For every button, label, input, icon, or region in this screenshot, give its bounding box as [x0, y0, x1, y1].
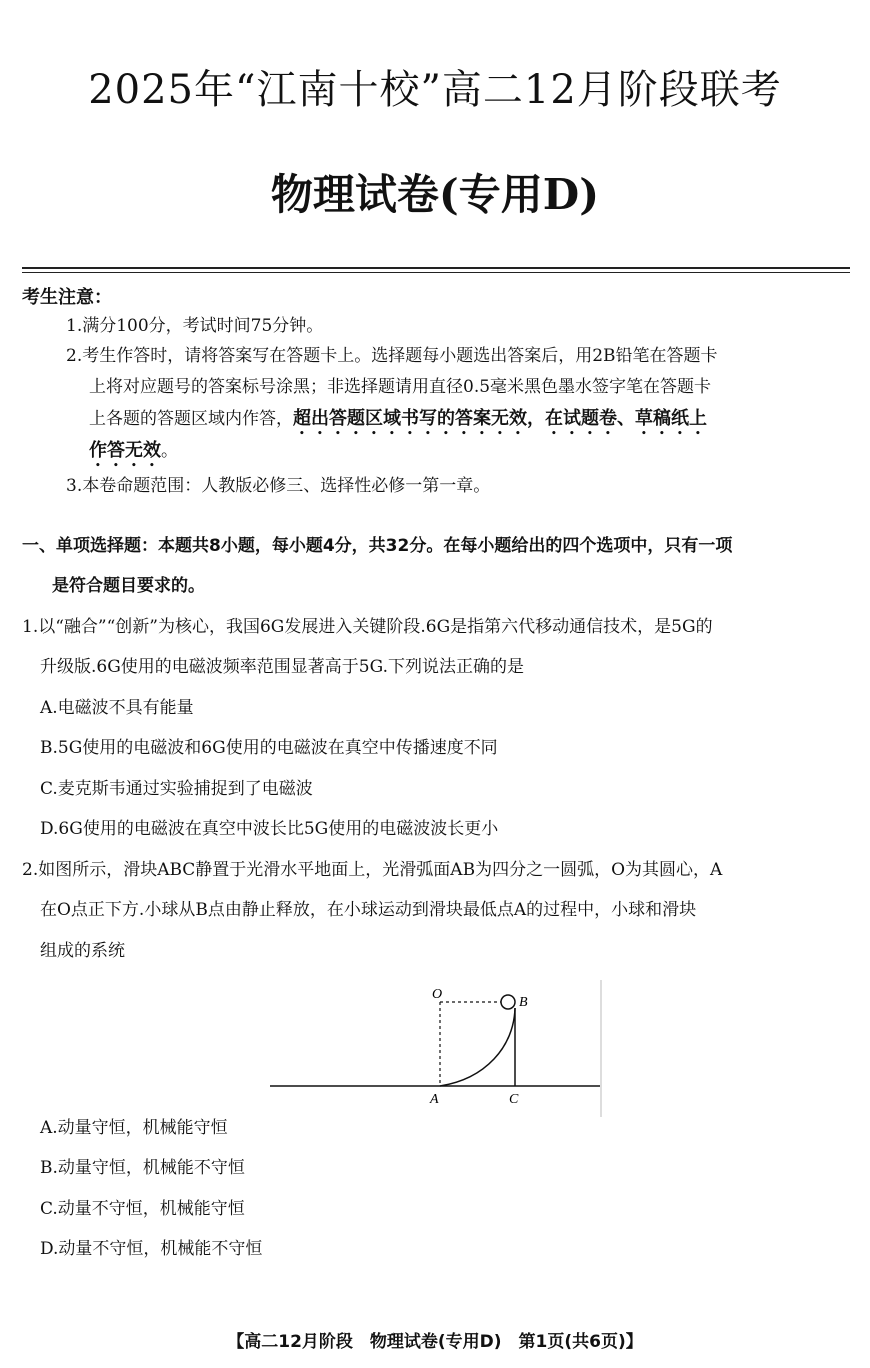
q1-stem-line-1: 1.以“融合”“创新”为核心，我国6G发展进入关键阶段.6G是指第六代移动通信技术，是5G的 [22, 617, 713, 637]
notice-item-1: 1.满分100分，考试时间75分钟。 [66, 316, 324, 336]
notice-item-2-line-3-plain: 上各题的答题区域内作答， [89, 409, 293, 429]
notice-warning-emphasis-end: 作答无效 [89, 440, 161, 461]
label-a: A [430, 1092, 439, 1107]
q2-option-d: D.动量不守恒，机械能不守恒 [40, 1239, 263, 1259]
section-1-heading-line-1: 一、单项选择题：本题共8小题，每小题4分，共32分。在每小题给出的四个选项中，只有一项 [22, 536, 733, 556]
label-b: B [519, 995, 528, 1010]
notice-item-2-line-2: 上将对应题号的答案标号涂黑；非选择题请用直径0.5毫米黑色墨水签字笔在答题卡 [89, 377, 712, 397]
q1-stem-line-2: 升级版.6G使用的电磁波频率范围显著高于5G.下列说法正确的是 [40, 657, 524, 677]
page-footer: 【高二12月阶段 物理试卷(专用D) 第1页(共6页)】 [227, 1332, 643, 1352]
section-1-heading-line-2: 是符合题目要求的。 [52, 576, 205, 596]
ball [501, 995, 515, 1009]
paper-title: 物理试卷(专用D) [270, 170, 600, 219]
notice-warning-emphasis: 超出答题区域书写的答案无效，在试题卷、草稿纸上 [293, 408, 707, 429]
q2-option-c: C.动量不守恒，机械能守恒 [40, 1199, 245, 1219]
q2-option-b: B.动量守恒，机械能不守恒 [40, 1158, 245, 1178]
header-rule-thin [22, 272, 850, 273]
notice-heading: 考生注意： [22, 287, 112, 308]
exam-title: 2025年“江南十校”高二12月阶段联考 [88, 67, 782, 113]
q1-option-d: D.6G使用的电磁波在真空中波长比5G使用的电磁波波长更小 [40, 819, 499, 839]
header-rule-thick [22, 267, 850, 269]
arc-surface-ab [440, 1008, 515, 1086]
q2-stem-line-1: 2.如图所示，滑块ABC静置于光滑水平地面上，光滑弧面AB为四分之一圆弧，O为其圆心，A [22, 860, 723, 880]
q1-option-a: A.电磁波不具有能量 [40, 698, 194, 718]
label-c: C [509, 1092, 519, 1107]
notice-item-2-line-1: 2.考生作答时，请将答案写在答题卡上。选择题每小题选出答案后，用2B铅笔在答题卡 [66, 346, 718, 366]
q2-option-a: A.动量守恒，机械能守恒 [40, 1118, 228, 1138]
q2-stem-line-2: 在O点正下方.小球从B点由静止释放，在小球运动到滑块最低点A的过程中，小球和滑块 [40, 900, 697, 920]
notice-item-2-line-3 [89, 408, 707, 439]
label-o: O [432, 987, 443, 1002]
q2-figure [260, 975, 610, 1125]
notice-period: 。 [161, 441, 178, 461]
notice-item-3: 3.本卷命题范围：人教版必修三、选择性必修一第一章。 [66, 476, 491, 496]
q1-option-c: C.麦克斯韦通过实验捕捉到了电磁波 [40, 779, 313, 799]
notice-item-2-line-4 [89, 440, 178, 471]
q1-option-b: B.5G使用的电磁波和6G使用的电磁波在真空中传播速度不同 [40, 738, 498, 758]
q2-stem-line-3: 组成的系统 [40, 941, 125, 961]
